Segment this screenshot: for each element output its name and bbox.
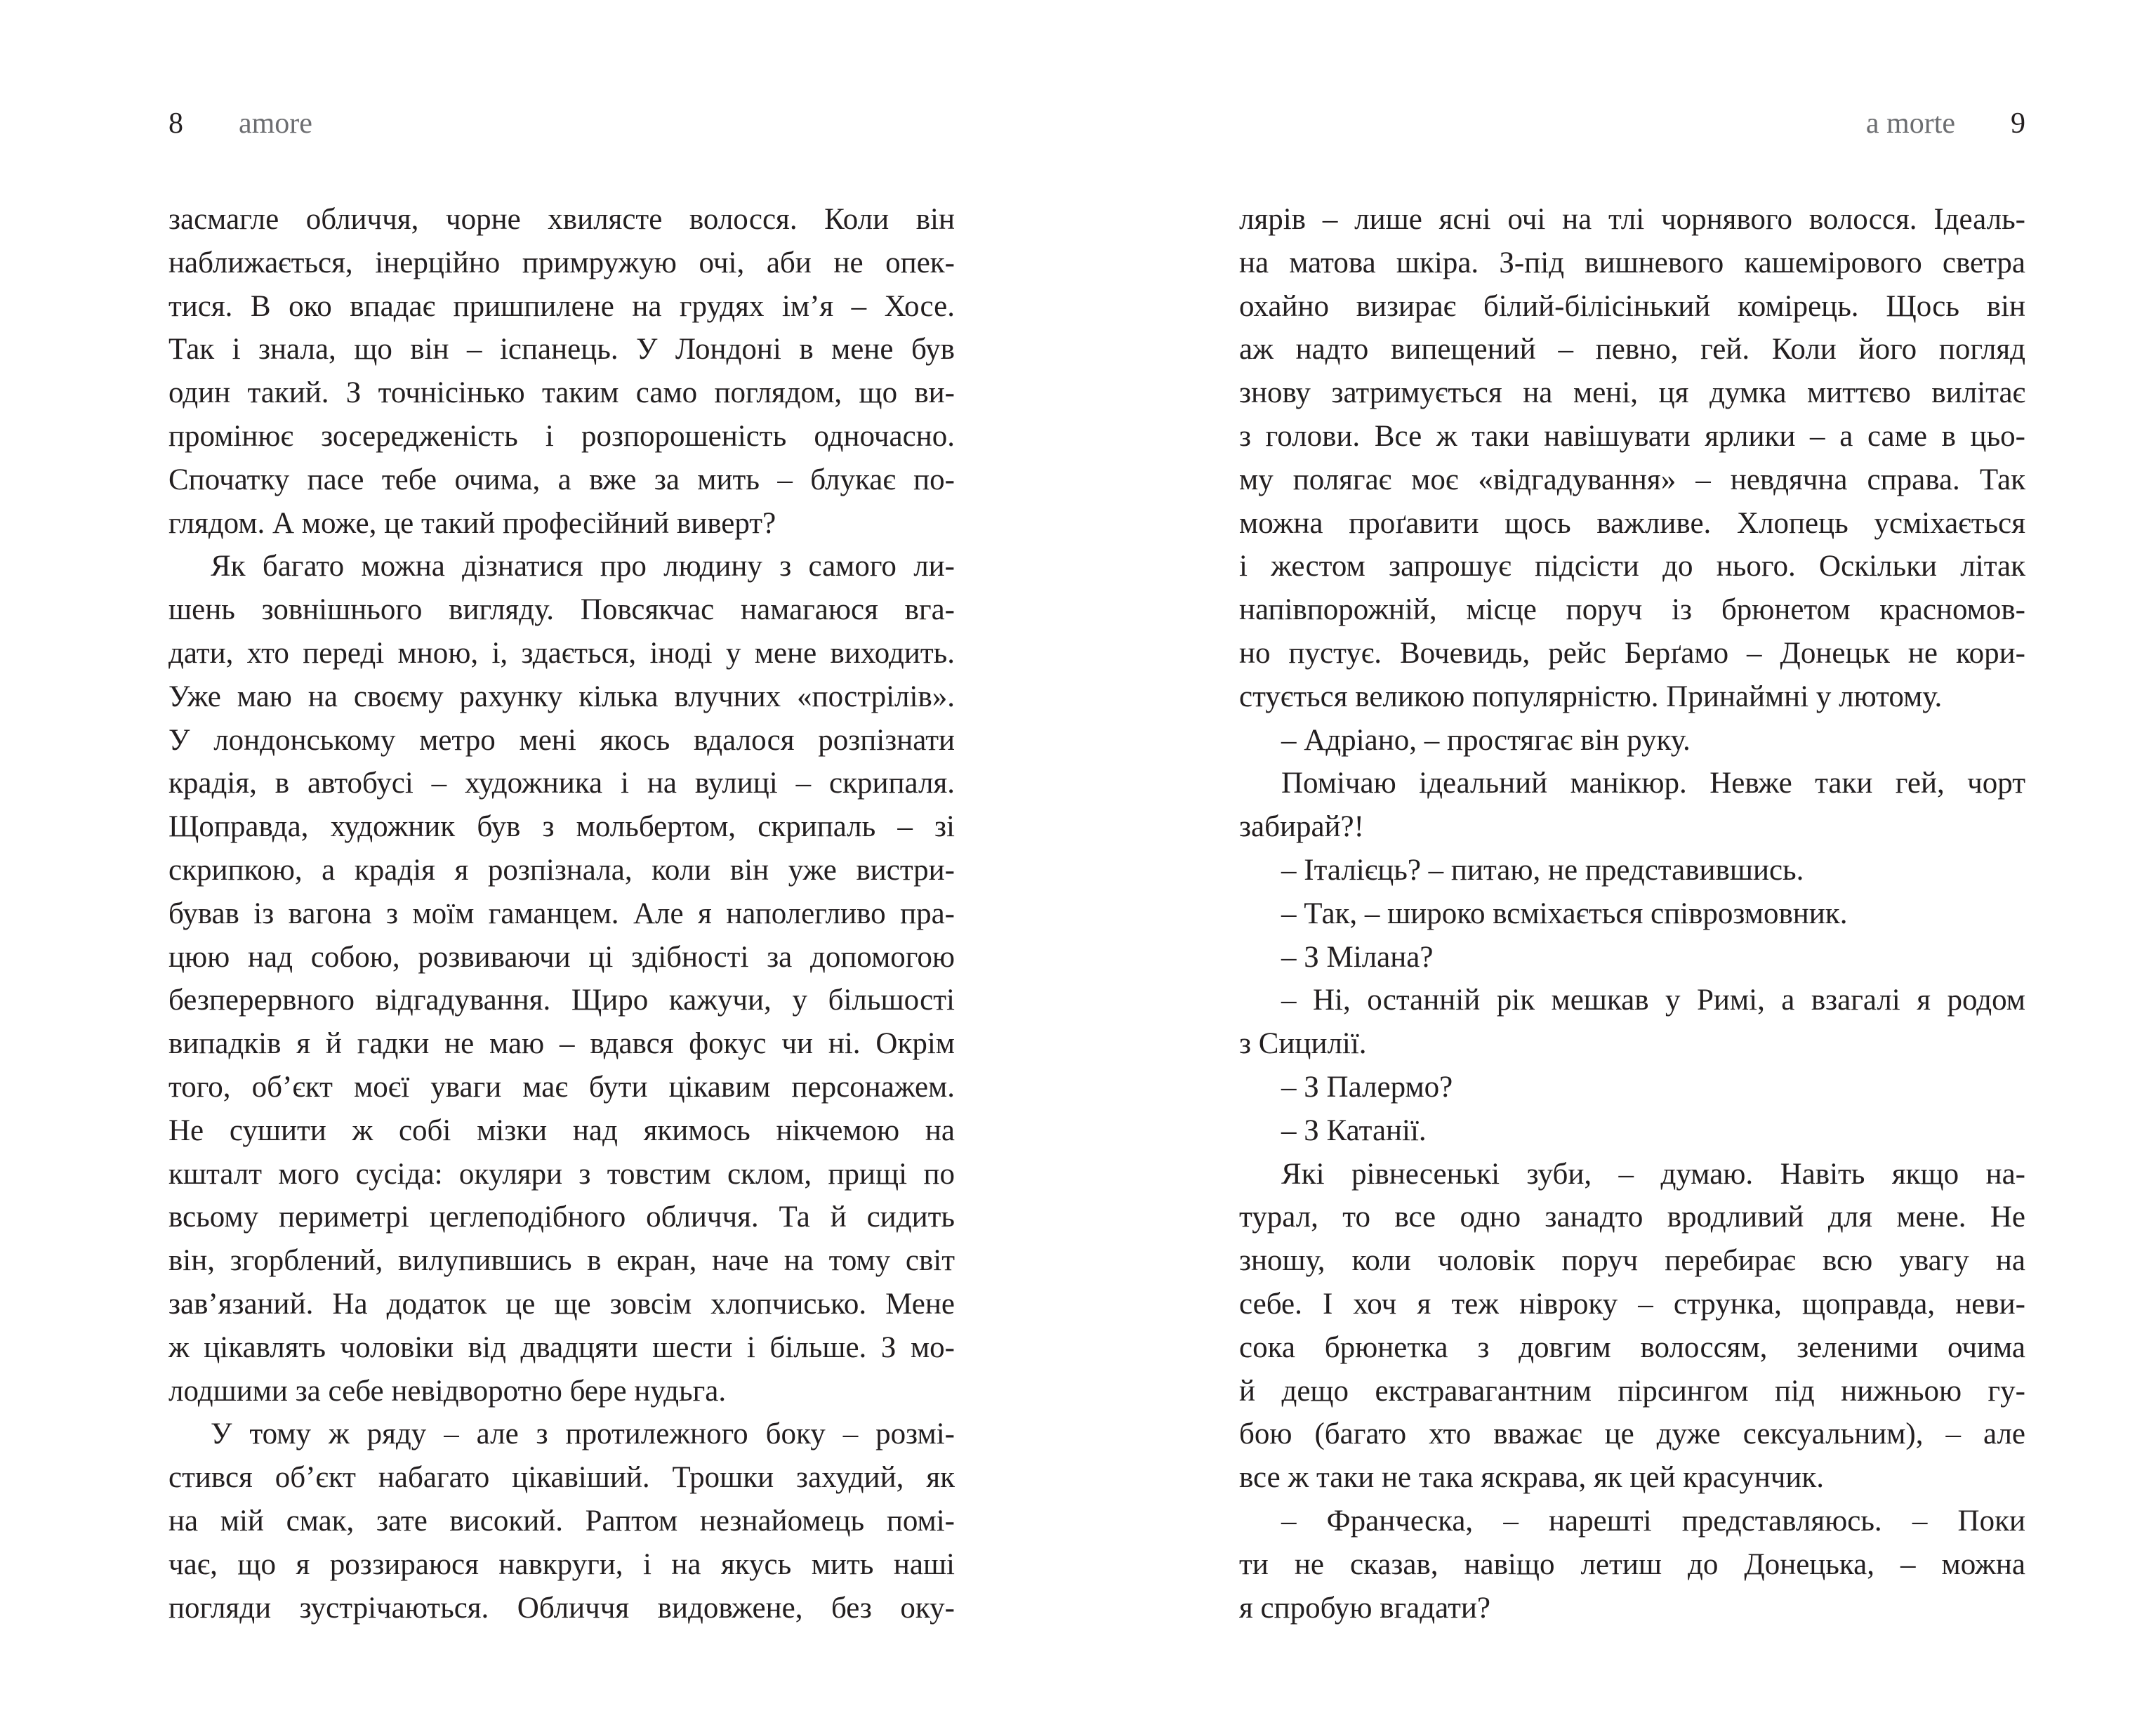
text-line: – Так, – широко всміхається співрозмовник.: [1281, 897, 1848, 930]
text-line: аж надто випещений – певно, гей. Коли його погляд: [1239, 333, 2025, 366]
text-line: му полягає моє «відгадування» – невдячна справа. Так: [1239, 463, 2025, 496]
text-line: всьому периметрі цеглеподібного обличчя. Та й сидить: [168, 1201, 955, 1234]
text-line: лярів – лише ясні очі на тлі чорнявого волосся. Ідеаль-: [1239, 203, 2025, 236]
text-line: стився об’єкт набагато цікавіший. Трошки захудий, як: [168, 1461, 955, 1495]
text-line: ти не сказав, навіщо летиш до Донецька, – можна: [1239, 1547, 2025, 1581]
text-line: ж цікавлять чоловіки від двадцяти шести і більше. З мо-: [168, 1330, 955, 1364]
text-line: – Італієць? – питаю, не представившись.: [1281, 853, 1804, 887]
left-body-text: [168, 198, 955, 1630]
text-line: Уже маю на своєму рахунку кілька влучних «пострілів».: [168, 680, 955, 713]
text-line: скрипкою, а крадія я розпізнала, коли він уже вистри-: [168, 853, 955, 887]
text-line: Помічаю ідеальний манікюр. Невже таки гей, чорт: [1281, 767, 2025, 800]
left-running-head: [168, 103, 955, 145]
text-line: на мій смак, зате високий. Раптом незнайомець помі-: [168, 1504, 955, 1538]
text-line: чає, що я роззираюся навкруги, і на якусь мить наші: [168, 1547, 955, 1581]
text-line: стується великою популярністю. Принаймні у лютому.: [1239, 680, 1943, 713]
text-line: шень зовнішнього вигляду. Повсякчас намагаюся вга-: [168, 593, 955, 627]
text-line: Щоправда, художник був з мольбертом, скрипаль – зі: [168, 810, 955, 844]
text-line: Як багато можна дізнатися про людину з самого ли-: [211, 550, 955, 583]
text-line: цюю над собою, розвиваючи ці здібності за допомогою: [168, 940, 955, 974]
text-line: крадія, в автобусі – художника і на вулиці – скрипаля.: [168, 767, 955, 800]
text-line: зношу, коли чоловік поруч перебирає всю увагу на: [1239, 1244, 2025, 1278]
text-line: забирай?!: [1239, 810, 1364, 844]
text-line: Спочатку пасе тебе очима, а вже за мить – блукає по-: [168, 463, 955, 496]
text-line: знову затримується на мені, ця думка миттєво вилітає: [1239, 376, 2025, 410]
right-running-title: a morte: [1865, 107, 1955, 140]
right-running-head: [1239, 103, 2025, 145]
text-line: У лондонському метро мені якось вдалося розпізнати: [168, 723, 955, 757]
text-line: турал, то все одно занадто вродливий для мене. Не: [1239, 1201, 2025, 1234]
text-line: – Ні, останній рік мешкав у Римі, а взагалі я родом: [1281, 984, 2025, 1017]
text-line: промінює зосередженість і розпорошеність одночасно.: [168, 419, 955, 453]
text-line: можна проґавити щось важливе. Хлопець усміхається: [1239, 506, 2025, 540]
text-line: глядом. А може, це такий професійний виверт?: [168, 506, 776, 540]
text-line: він, згорблений, вилупившись в екран, наче на тому світ: [168, 1244, 955, 1278]
text-line: – Адріано, – простягає він руку.: [1281, 723, 1691, 757]
text-line: – Франческа, – нарешті представляюсь. – Поки: [1281, 1504, 2025, 1538]
text-line: зав’язаний. На додаток це ще зовсім хлопчисько. Мене: [168, 1287, 955, 1321]
text-line: тися. В око впадає пришпилене на грудях ім’я – Хосе.: [168, 289, 955, 323]
text-line: – З Мілана?: [1281, 940, 1434, 974]
text-line: і жестом запрошує підсісти до нього. Оскільки літак: [1239, 550, 2025, 583]
text-line: на матова шкіра. З-під вишневого кашемірового светра: [1239, 246, 2025, 279]
text-line: – З Катанії.: [1281, 1113, 1427, 1147]
text-line: бою (багато хто вважає це дуже сексуальним), – але: [1239, 1417, 2025, 1451]
text-line: себе. І хоч я теж нівроку – струнка, щоправда, неви-: [1239, 1287, 2025, 1321]
text-line: погляди зустрічаються. Обличчя видовжене, без оку-: [168, 1591, 955, 1625]
left-page-number: 8: [168, 107, 183, 140]
text-line: Які рівнесенькі зуби, – думаю. Навіть якщо на-: [1281, 1157, 2025, 1191]
text-line: лодшими за себе невідворотно бере нудьга.: [168, 1374, 727, 1408]
text-line: – З Палермо?: [1281, 1070, 1453, 1104]
text-line: сока брюнетка з довгим волоссям, зеленими очима: [1239, 1330, 2025, 1364]
text-line: но пустує. Вочевидь, рейс Берґамо – Донецьк не кори-: [1239, 636, 2025, 670]
text-line: бував із вагона з моїм гаманцем. Але я наполегливо пра-: [168, 897, 955, 930]
text-line: з Сицилії.: [1239, 1027, 1367, 1061]
text-line: Так і знала, що він – іспанець. У Лондоні в мене був: [168, 333, 955, 366]
text-line: засмагле обличчя, чорне хвилясте волосся. Коли він: [168, 203, 955, 236]
right-body-text: [1239, 198, 2025, 1630]
text-line: кшталт мого сусіда: окуляри з товстим склом, прищі по: [168, 1157, 955, 1191]
left-running-title: amore: [239, 107, 312, 140]
text-line: все ж таки не така яскрава, як цей красунчик.: [1239, 1461, 1825, 1495]
text-line: напівпорожній, місце поруч із брюнетом красномов-: [1239, 593, 2025, 627]
text-line: наближається, інерційно примружую очі, аби не опек-: [168, 246, 955, 279]
text-line: з голови. Все ж таки навішувати ярлики – а саме в цьо-: [1239, 419, 2025, 453]
text-line: один такий. З точнісінько таким само поглядом, що ви-: [168, 376, 955, 410]
text-line: випадків я й гадки не маю – вдався фокус чи ні. Окрім: [168, 1027, 955, 1061]
text-line: я спробую вгадати?: [1239, 1591, 1491, 1625]
right-page-number: 9: [2011, 107, 2025, 140]
text-line: У тому ж ряду – але з протилежного боку – розмі-: [211, 1417, 955, 1451]
text-line: того, об’єкт моєї уваги має бути цікавим персонажем.: [168, 1070, 955, 1104]
text-line: безперервного відгадування. Щиро кажучи, у більшості: [168, 984, 955, 1017]
text-line: й дещо екстравагантним пірсингом під нижньою гу-: [1239, 1374, 2025, 1408]
text-line: Не сушити ж собі мізки над якимось нікчемою на: [168, 1113, 955, 1147]
text-line: охайно визирає білий-білісінький комірець. Щось він: [1239, 289, 2025, 323]
text-line: дати, хто переді мною, і, здається, іноді у мене виходить.: [168, 636, 955, 670]
